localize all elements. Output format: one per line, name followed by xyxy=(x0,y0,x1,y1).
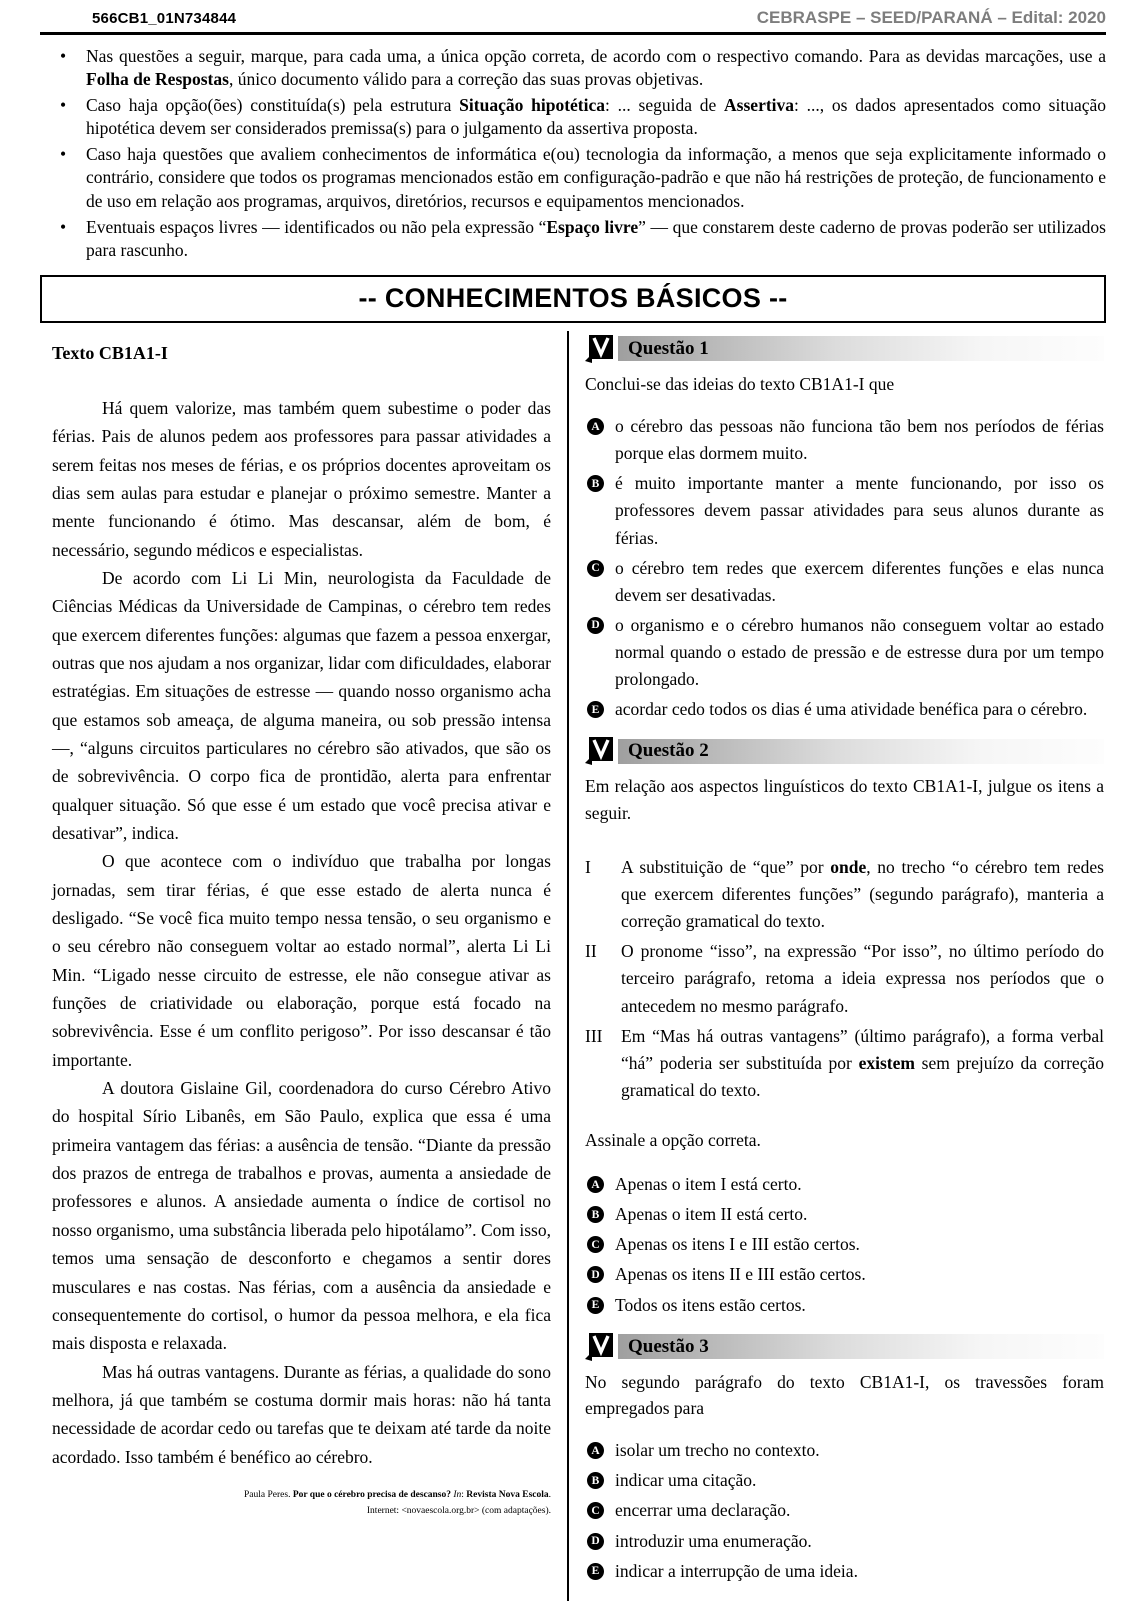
option-letter[interactable]: D xyxy=(587,617,604,634)
option-letter[interactable]: A xyxy=(587,1176,604,1193)
option-letter[interactable]: B xyxy=(587,475,604,492)
option-row[interactable] xyxy=(585,555,1104,609)
option-row[interactable] xyxy=(585,1437,1104,1464)
instruction-item: • Caso haja opção(ões) constituída(s) pela estrutura Situação hipotética: ... seguida de Assertiva: ..., os dados apresentados como situação hipotética devem ser considerados premissa(s) para o julgamento da assertiva proposta. xyxy=(40,94,1106,140)
paragraph: De acordo com Li Li Min, neurologista da Faculdade de Ciências Médicas da Universidade de Campinas, o cérebro tem redes que exercem diferentes funções: algumas que fazem a pessoa enxergar, outras que nos ajudam a nos organizar, lidar com dificuldades, elaborar estratégias. Em situações de estresse — quando nosso organismo acha que estamos sob ameaça, de alguma maneira, ou sob pressão intensa —, “alguns circuitos particulares no cérebro são ativados, que são os de sobrevivência. O corpo fica de prontidão, alerta para enfrentar qualquer situação. Só que esse é um estado que você precisa ativar e desativar”, indica. xyxy=(52,567,551,843)
option-text: encerrar uma declaração. xyxy=(615,1500,791,1521)
text-column xyxy=(40,331,567,1601)
option-row[interactable] xyxy=(585,1467,1104,1494)
option-letter[interactable]: C xyxy=(587,1502,604,1519)
paragraph: Há quem valorize, mas também quem subestime o poder das férias. Pais de alunos pedem aos professores para passar atividades a serem feitas nos meses de férias, e os próprios docentes aproveitam os dias sem aulas para estudar e planejar o próximo semestre. Manter a mente funcionando é ótimo. Mas descansar, além de bom, é necessário, segundo médicos e especialistas. xyxy=(52,397,551,560)
citation-line: Paula Peres. Por que o cérebro precisa de descanso? In: Revista Nova Escola. xyxy=(244,1489,551,1500)
paragraph: A doutora Gislaine Gil, coordenadora do curso Cérebro Ativo do hospital Sírio Libanês, em São Paulo, explica que essa é uma primeira vantagem das férias: a ausência de tensão. “Diante da pressão dos prazos de entrega de trabalhos e provas, aumenta a ansiedade de professores e alunos. A ansiedade aumenta o índice de cortisol no nosso organismo, uma substância liberada pelo hipotálamo”. Com isso, temos uma sensação de desconforto e chegamos a sentir dores musculares e nas costas. Nas férias, com a ausência da ansiedade e consequentemente do cortisol, o humor da pessoa melhora, e ela fica mais disposta e relaxada. xyxy=(52,1078,551,1354)
option-text: o cérebro das pessoas não funciona tão bem nos períodos de férias porque elas dormem muito. xyxy=(615,416,1104,464)
option-row[interactable] xyxy=(585,1231,1104,1258)
option-row[interactable] xyxy=(585,1497,1104,1524)
option-letter[interactable]: D xyxy=(587,1533,604,1550)
question-label: Questão 3 xyxy=(628,1335,709,1357)
option-letter[interactable]: C xyxy=(587,1236,604,1253)
option-letter[interactable]: E xyxy=(587,1297,604,1314)
citation-line: Internet: <novaescola.org.br> (com adaptações). xyxy=(366,1506,551,1517)
item-row xyxy=(585,854,1104,935)
option-letter[interactable]: E xyxy=(587,701,604,718)
item-numeral: II xyxy=(585,941,597,962)
instruction-item: • Nas questões a seguir, marque, para cada uma, a única opção correta, de acordo com o respectivo comando. Para as devidas marcações, use a Folha de Respostas, único documento válido para a correção das suas provas objetivas. xyxy=(40,45,1106,91)
option-text: Todos os itens estão certos. xyxy=(615,1294,806,1315)
option-row[interactable] xyxy=(585,413,1104,467)
item-numeral: III xyxy=(585,1025,603,1046)
option-row[interactable] xyxy=(585,1201,1104,1228)
option-letter[interactable]: A xyxy=(587,418,604,435)
option-text: acordar cedo todos os dias é uma atividade benéfica para o cérebro. xyxy=(615,699,1088,720)
question-header-bar xyxy=(618,1334,1104,1359)
section-title: -- CONHECIMENTOS BÁSICOS -- xyxy=(40,275,1106,323)
options-list xyxy=(585,1171,1104,1319)
option-text: introduzir uma enumeração. xyxy=(615,1530,812,1551)
option-text: o organismo e o cérebro humanos não conseguem voltar ao estado normal quando o estado de pressão e de estresse dura por um tempo prolongado. xyxy=(615,614,1104,690)
item-numeral: I xyxy=(585,856,591,877)
options-list xyxy=(585,413,1104,723)
option-letter[interactable]: D xyxy=(587,1266,604,1283)
question-banner-icon xyxy=(585,1333,613,1361)
question-banner-icon xyxy=(585,737,613,765)
option-text: Apenas os itens II e III estão certos. xyxy=(615,1264,866,1285)
instructions-list xyxy=(40,45,1106,262)
instruction-item: • Eventuais espaços livres — identificados ou não pela expressão “Espaço livre” — que constarem deste caderno de provas poderão ser utilizados para rascunho. xyxy=(40,216,1106,262)
option-letter[interactable]: A xyxy=(587,1442,604,1459)
question-banner-icon xyxy=(585,335,613,363)
question-header-bar xyxy=(618,336,1104,361)
option-row[interactable] xyxy=(585,1558,1104,1585)
paragraph: O que acontece com o indivíduo que trabalha por longas jornadas, sem tirar férias, é que esse estado de alerta nunca é desligado. “Se você fica muito tempo nessa tensão, o seu organismo e o seu cérebro não conseguem voltar ao estado normal”, alerta Li Li Min. “Ligado nesse circuito de estresse, ele não consegue ativar as funções de criatividade ou elaboração, porque está focado na sobrevivência. Esse é um conflito perigoso”. Por isso descansar é tão importante. xyxy=(52,851,551,1070)
option-row[interactable] xyxy=(585,1261,1104,1288)
instruction-item: • Caso haja questões que avaliem conhecimentos de informática e(ou) tecnologia da informação, a menos que seja explicitamente informado o contrário, considere que todos os programas mencionados estão em configuração-padrão e que não há restrições de proteção, de funcionamento e de uso em relação aos programas, arquivos, diretórios, recursos e equipamentos mencionados. xyxy=(40,143,1106,212)
option-text: é muito importante manter a mente funcionando, por isso os professores devem passar atividades para seus alunos durante as férias. xyxy=(615,473,1104,548)
item-text: Em “Mas há outras vantagens” (último parágrafo), a forma verbal “há” poderia ser substituída por existem sem prejuízo da correção gramatical do texto. xyxy=(621,1025,1104,1100)
header-rule xyxy=(40,32,1106,35)
question-header xyxy=(585,1333,1104,1361)
option-row[interactable] xyxy=(585,696,1104,723)
option-letter[interactable]: B xyxy=(587,1472,604,1489)
item-row xyxy=(585,938,1104,1019)
assinale-text: Assinale a opção correta. xyxy=(585,1130,761,1151)
option-text: Apenas os itens I e III estão certos. xyxy=(615,1234,860,1255)
question-2 xyxy=(585,737,1104,1318)
questions-column xyxy=(569,331,1106,1601)
question-stem: No segundo parágrafo do texto CB1A1-I, os travessões foram empregados para xyxy=(585,1371,1104,1418)
judgement-items xyxy=(585,854,1104,1104)
option-row[interactable] xyxy=(585,470,1104,551)
option-letter[interactable]: C xyxy=(587,560,604,577)
option-row[interactable] xyxy=(585,612,1104,693)
question-header xyxy=(585,335,1104,363)
item-text: A substituição de “que” por onde, no trecho “o cérebro tem redes que exercem diferentes funções” (segundo parágrafo), manteria a correção gramatical do texto. xyxy=(621,856,1104,932)
option-letter[interactable]: E xyxy=(587,1563,604,1580)
page-header xyxy=(40,8,1106,28)
item-text: O pronome “isso”, na expressão “Por isso”, no último período do terceiro parágrafo, retoma a ideia expressa nos períodos que o antecedem no mesmo parágrafo. xyxy=(621,941,1104,1016)
question-header xyxy=(585,737,1104,765)
question-stem: Em relação aos aspectos linguísticos do texto CB1A1-I, julgue os itens a seguir. xyxy=(585,776,1104,823)
citation xyxy=(52,1487,551,1519)
option-row[interactable] xyxy=(585,1528,1104,1555)
question-3 xyxy=(585,1333,1104,1585)
question-stem: Conclui-se das ideias do texto CB1A1-I que xyxy=(585,373,895,394)
exam-title: CEBRASPE – SEED/PARANÁ – Edital: 2020 xyxy=(756,8,1106,27)
question-label: Questão 1 xyxy=(628,337,709,359)
two-column-layout xyxy=(40,331,1106,1601)
option-text: o cérebro tem redes que exercem diferentes funções e elas nunca devem ser desativadas. xyxy=(615,557,1104,605)
question-label: Questão 2 xyxy=(628,740,709,762)
option-text: isolar um trecho no contexto. xyxy=(615,1440,820,1461)
option-text: indicar uma citação. xyxy=(615,1470,757,1491)
question-header-bar xyxy=(618,739,1104,764)
option-text: Apenas o item II está certo. xyxy=(615,1204,808,1225)
option-letter[interactable]: B xyxy=(587,1206,604,1223)
option-text: Apenas o item I está certo. xyxy=(615,1174,802,1195)
paragraph: Mas há outras vantagens. Durante as férias, a qualidade do sono melhora, já que também se costuma dormir mais horas: não há tanta necessidade de acordar cedo ou tarefas que te deixam até tarde da noite acordado. Isso também é benéfico ao cérebro. xyxy=(52,1361,551,1467)
item-row xyxy=(585,1023,1104,1104)
options-list xyxy=(585,1437,1104,1585)
question-1 xyxy=(585,335,1104,724)
option-text: indicar a interrupção de uma ideia. xyxy=(615,1560,858,1581)
text-label: Texto CB1A1-I xyxy=(52,342,168,363)
option-row[interactable] xyxy=(585,1292,1104,1319)
document-code: 566CB1_01N734844 xyxy=(92,10,237,27)
option-row[interactable] xyxy=(585,1171,1104,1198)
